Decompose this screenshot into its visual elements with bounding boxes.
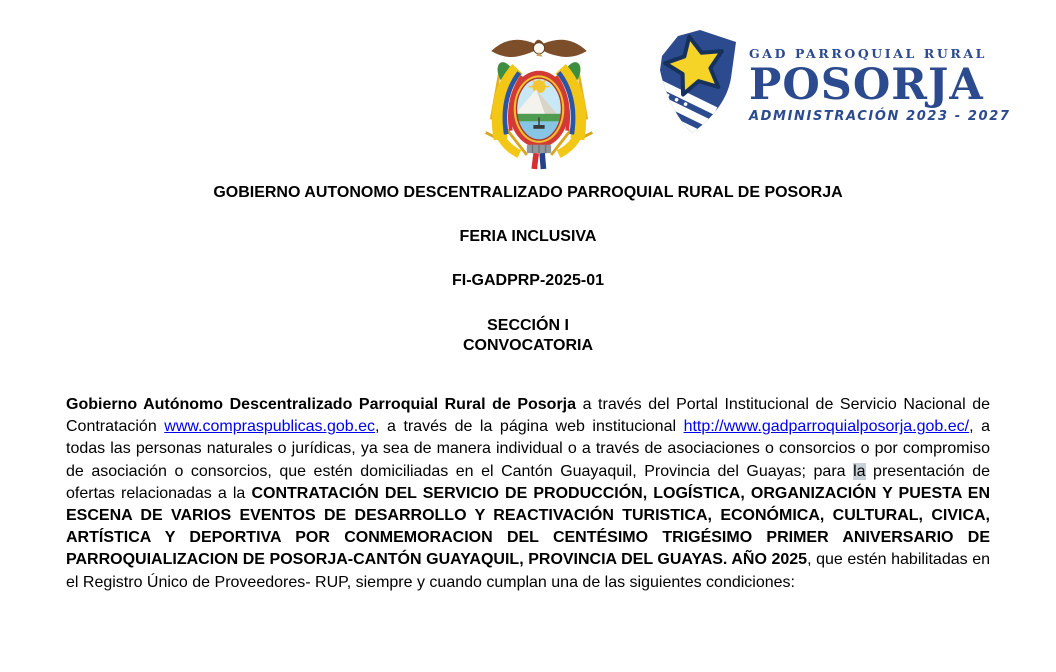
logo-name: POSORJA <box>749 60 984 110</box>
bold-text: CONTRATACIÓN DEL SERVICIO DE PRODUCCIÓN, LOGÍSTICA, ORGANIZACIÓN Y PUESTA EN ESCENA DE VARIOS EVENTOS DE DESARROLLO Y REACTIVACIÓN TURISTICA, ECONÓMICA, CULTURAL, CIVICA, ARTÍSTICA Y DEPORTIVA POR CONMEMORACION DEL CENTÉSIMO TRIGÉSIMO PRIMER ANIVERSARIO DE PARROQUIALIZACION DE POSORJA-CANTÓN GUAYAQUIL, PROVINCIA DEL GUAYAS. AÑO 2025 <box>66 484 991 569</box>
posorja-shield-icon <box>648 26 743 141</box>
process-code: FI-GADPRP-2025-01 <box>451 272 605 289</box>
ecuador-coat-of-arms-icon <box>468 22 610 170</box>
document-title: GOBIERNO AUTONOMO DESCENTRALIZADO PARROQUIAL RURAL DE POSORJA <box>213 184 843 201</box>
body-paragraph <box>66 394 990 594</box>
gad-posorja-logo <box>648 26 1011 141</box>
body-text: presentación de ofertas relacionadas a la <box>66 462 990 502</box>
hyperlink[interactable]: www.compraspublicas.gob.ec <box>164 418 376 436</box>
highlighted-text: la <box>853 462 866 480</box>
bold-text: Gobierno Autónomo Descentralizado Parroquial Rural de Posorja <box>66 396 577 413</box>
hyperlink[interactable]: http://www.gadparroquialposorja.gob.ec/ <box>683 418 970 436</box>
ribbon-red <box>531 153 539 169</box>
section-heading <box>66 316 990 356</box>
body-text: , que estén habilitadas en el Registro Único de Proveedores- RUP, siempre y cuando cumplan una de las siguientes condiciones: <box>66 551 991 591</box>
logo-text-block <box>749 26 1011 124</box>
boat <box>533 125 544 129</box>
ribbon-blue <box>539 153 546 169</box>
logo-line2: ADMINISTRACIÓN 2023 - 2027 <box>749 109 1011 124</box>
section-number: SECCIÓN I <box>487 317 569 334</box>
logo-line1: GAD PARROQUIAL RURAL <box>749 46 988 61</box>
body-text: , a través de la página web institucional <box>375 418 684 436</box>
condor <box>491 40 587 57</box>
body-text: , a todas las personas naturales o jurídicas, ya sea de manera individual o a través de asociaciones o consorcios o por compromiso de asociación o consorcios, que estén domiciliadas en el Cantón Guayaquil, Provincia del Guayas; para <box>66 418 990 480</box>
section-name: CONVOCATORIA <box>462 337 594 354</box>
body-text: a través del Portal Institucional de Servicio Nacional de Contratación <box>66 396 991 436</box>
sun <box>532 80 545 93</box>
subtitle-feria: FERIA INCLUSIVA <box>459 228 597 245</box>
